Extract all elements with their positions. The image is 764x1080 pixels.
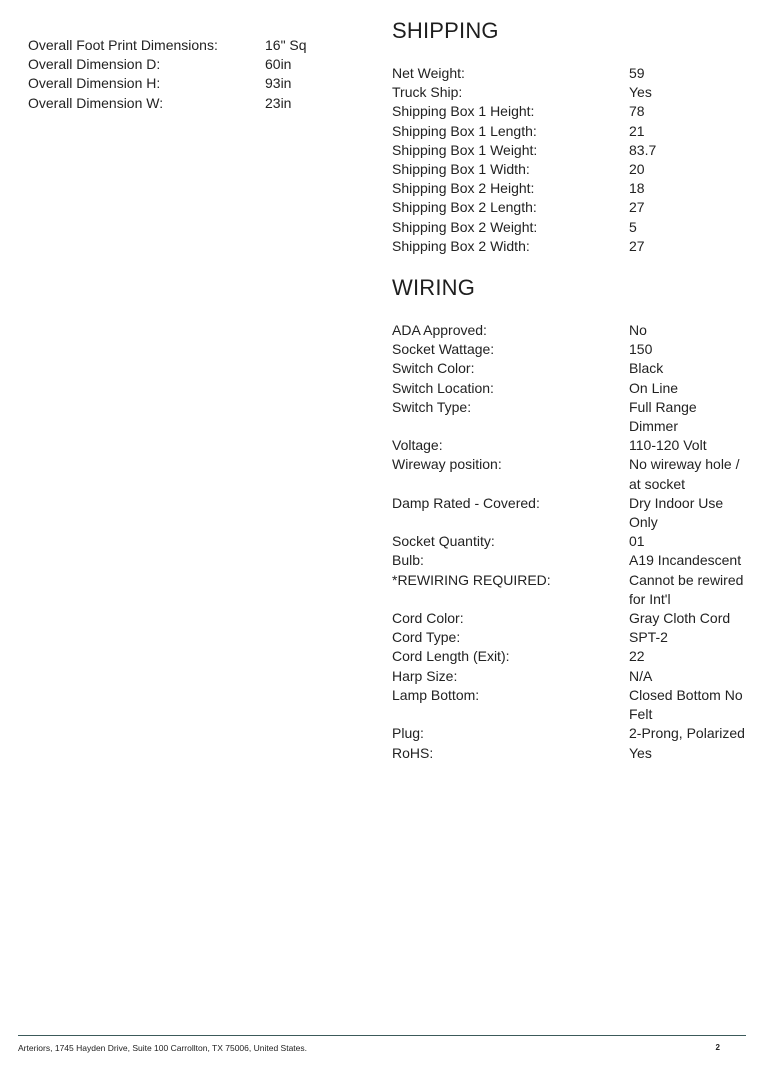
spec-row <box>392 686 752 724</box>
spec-row <box>392 379 752 398</box>
spec-row <box>392 551 752 570</box>
spec-label: Shipping Box 2 Length: <box>392 199 537 216</box>
section-spacer <box>392 256 752 273</box>
page-footer <box>18 1035 746 1053</box>
spec-row <box>392 571 752 609</box>
spec-value: 23in <box>265 94 292 111</box>
spec-row <box>392 494 752 532</box>
spec-value: On Line <box>629 379 679 396</box>
spec-label: *REWIRING REQUIRED: <box>392 571 551 588</box>
spec-label: Overall Dimension D: <box>28 56 161 73</box>
spec-value: 110-120 Volt <box>629 437 707 454</box>
spec-value: 150 <box>629 341 653 358</box>
spec-value: 5 <box>629 218 637 235</box>
spec-value: 83.7 <box>629 141 657 158</box>
spec-row <box>392 628 752 647</box>
spec-row <box>392 237 752 256</box>
spec-value: 27 <box>629 199 645 216</box>
spec-row <box>392 744 752 763</box>
spec-value: A19 Incandescent <box>629 552 742 569</box>
spec-label: Harp Size: <box>392 667 458 684</box>
spec-label: Overall Dimension W: <box>28 94 164 111</box>
spec-label: Plug: <box>392 725 424 742</box>
spec-label: Switch Type: <box>392 398 472 415</box>
spec-row <box>392 179 752 198</box>
spec-label: Shipping Box 1 Height: <box>392 103 535 120</box>
section-title-shipping: SHIPPING <box>392 18 499 43</box>
shipping-list <box>392 64 752 256</box>
footer-address: Arteriors, 1745 Hayden Drive, Suite 100 Carrollton, TX 75006, United States. <box>18 1043 307 1053</box>
spec-value: N/A <box>629 667 653 684</box>
spec-value: Full Range Dimmer <box>629 398 697 435</box>
spec-label: Cord Length (Exit): <box>392 648 510 665</box>
spec-row <box>392 398 752 436</box>
spec-row <box>392 141 752 160</box>
spec-label: Overall Foot Print Dimensions: <box>28 37 218 53</box>
spec-label: RoHS: <box>392 744 434 761</box>
spec-label: ADA Approved: <box>392 322 487 339</box>
spec-row <box>392 724 752 743</box>
wiring-list <box>392 321 752 763</box>
spec-label: Shipping Box 1 Width: <box>392 161 530 178</box>
spec-value: Dry Indoor Use Only <box>629 494 724 531</box>
section-title-wiring: WIRING <box>392 275 476 301</box>
spec-row <box>392 609 752 628</box>
spec-row-dimension-w <box>28 94 348 113</box>
spec-row-dimension-d <box>28 55 348 74</box>
spec-value: 93in <box>265 75 292 92</box>
spec-label: Cord Color: <box>392 610 464 627</box>
spec-label: Shipping Box 1 Weight: <box>392 141 538 158</box>
spec-value: Black <box>629 360 664 377</box>
spec-row <box>392 647 752 666</box>
spec-label: Shipping Box 2 Width: <box>392 237 530 254</box>
spec-row <box>392 340 752 359</box>
spec-label: Socket Quantity: <box>392 533 495 550</box>
spec-row <box>392 102 752 121</box>
spec-label: Damp Rated - Covered: <box>392 494 540 511</box>
spec-row <box>392 122 752 141</box>
spec-value: 60in <box>265 56 292 73</box>
dimensions-list <box>28 36 348 113</box>
spec-value: Cannot be rewired for Int'l <box>629 571 744 607</box>
spec-row <box>392 198 752 217</box>
spec-label: Wireway position: <box>392 456 502 473</box>
spec-value: Yes <box>629 744 652 761</box>
spec-label: Net Weight: <box>392 65 465 81</box>
spec-row <box>392 532 752 551</box>
spec-value: 59 <box>629 65 645 81</box>
spec-label: Switch Location: <box>392 379 494 396</box>
spec-value: Yes <box>629 84 652 101</box>
spec-row <box>392 218 752 237</box>
spec-label: Switch Color: <box>392 360 475 377</box>
spec-sections <box>392 16 752 763</box>
spec-value: Gray Cloth Cord <box>629 610 731 627</box>
spec-label: Shipping Box 2 Weight: <box>392 218 538 235</box>
spec-label: Lamp Bottom: <box>392 686 480 703</box>
spec-row <box>392 321 752 340</box>
spec-value: 16" Sq <box>265 37 307 53</box>
spec-row <box>392 83 752 102</box>
spec-value: 22 <box>629 648 645 665</box>
page-number: 2 <box>715 1043 720 1052</box>
spec-row <box>392 64 752 83</box>
spec-value: 01 <box>629 533 645 550</box>
spec-row <box>392 455 752 493</box>
spec-row <box>392 160 752 179</box>
spec-value: Closed Bottom No Felt <box>629 686 743 723</box>
spec-row-footprint <box>28 36 348 55</box>
spec-label: Bulb: <box>392 552 424 569</box>
spec-value: 20 <box>629 161 645 178</box>
spec-value: No <box>629 322 647 339</box>
spec-value: 78 <box>629 103 645 120</box>
spec-value: 18 <box>629 180 645 197</box>
spec-row <box>392 667 752 686</box>
spec-value: 2-Prong, Polarized <box>629 725 745 742</box>
spec-label: Shipping Box 1 Length: <box>392 122 537 139</box>
spec-row <box>392 436 752 455</box>
spec-value: SPT-2 <box>629 629 668 646</box>
spec-label: Overall Dimension H: <box>28 75 161 92</box>
spec-label: Truck Ship: <box>392 84 463 101</box>
spec-value: 27 <box>629 237 645 254</box>
spec-value: 21 <box>629 122 645 139</box>
spec-row-dimension-h <box>28 74 348 93</box>
spec-label: Socket Wattage: <box>392 341 495 358</box>
spec-label: Voltage: <box>392 437 443 454</box>
spec-label: Shipping Box 2 Height: <box>392 180 535 197</box>
spec-value: No wireway hole / at socket <box>629 456 740 492</box>
spec-row <box>392 359 752 378</box>
spec-label: Cord Type: <box>392 629 461 646</box>
